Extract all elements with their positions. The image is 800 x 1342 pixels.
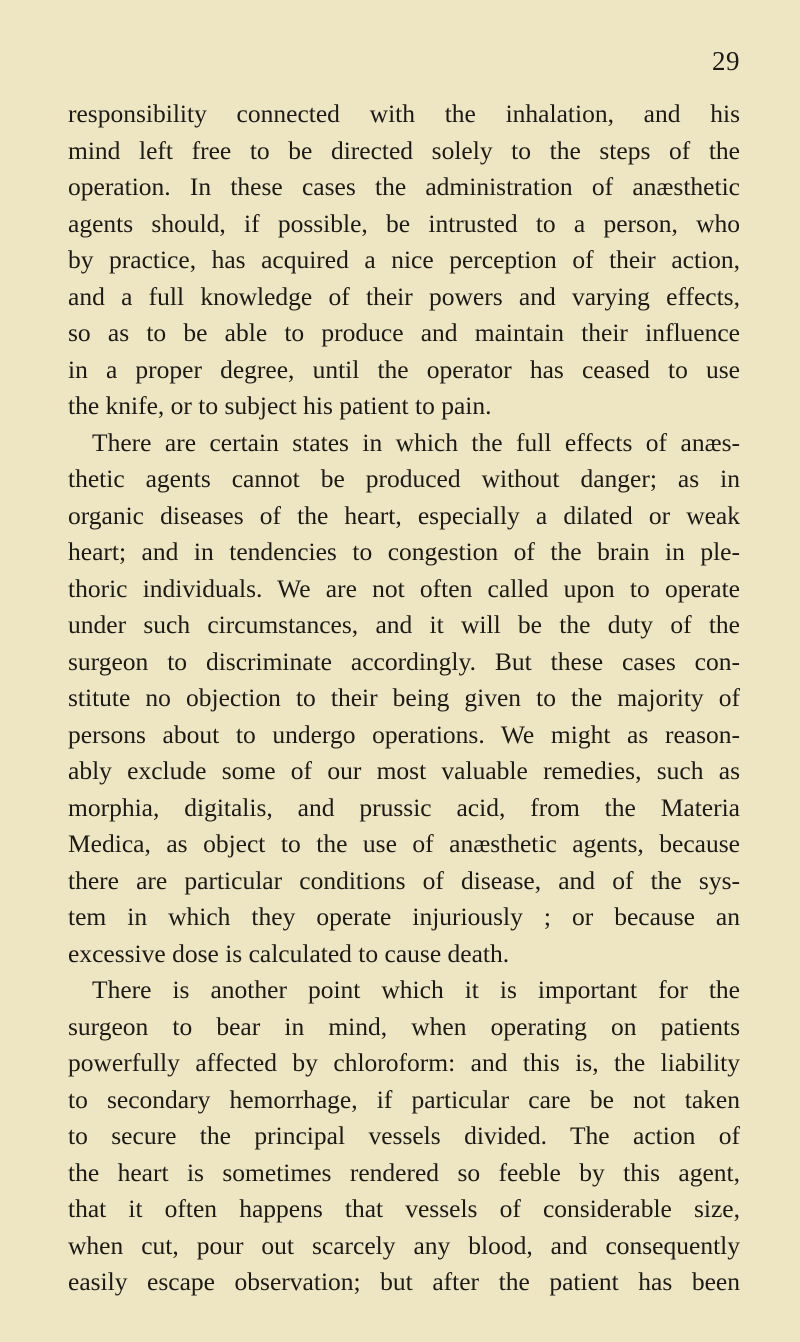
text-line: under such circumstances, and it will be the duty of the <box>68 610 740 639</box>
text-line: agents should, if possible, be intrusted to a person, who <box>68 208 740 238</box>
text-line: thetic agents cannot be produced without danger; as in <box>68 464 740 493</box>
text-line: in a proper degree, until the operator has ceased to use <box>68 354 740 384</box>
text-line: tem in which they operate injuriously ; or because an <box>68 902 740 931</box>
text-line: there are particular conditions of disease, and of the sys- <box>68 865 740 895</box>
text-line: stitute no objection to their being given to the majority of <box>68 683 740 712</box>
text-line: surgeon to bear in mind, when operating on patients <box>68 1011 740 1041</box>
text-line: There are certain states in which the full effects of anæs- <box>92 427 740 457</box>
text-line: to secure the principal vessels divided. The action of <box>68 1121 740 1150</box>
text-line: responsibility connected with the inhalation, and his <box>68 99 740 128</box>
text-line: ably exclude some of our most valuable remedies, such as <box>68 756 740 785</box>
page-number: 29 <box>712 46 740 76</box>
text-line: thoric individuals. We are not often called upon to operate <box>68 573 740 603</box>
text-line: excessive dose is calculated to cause death. <box>68 938 510 968</box>
text-line: the heart is sometimes rendered so feeble by this agent, <box>68 1157 740 1187</box>
body-text <box>68 96 740 1301</box>
text-line: morphia, digitalis, and prussic acid, from the Materia <box>68 792 740 822</box>
text-line: There is another point which it is important for the <box>92 975 740 1004</box>
text-line: Medica, as object to the use of anæsthetic agents, because <box>68 829 740 858</box>
text-line: that it often happens that vessels of considerable size, <box>68 1194 740 1223</box>
text-line: easily escape observation; but after the patient has been <box>68 1267 740 1296</box>
text-line: organic diseases of the heart, especially a dilated or weak <box>68 500 740 530</box>
text-line: by practice, has acquired a nice perception of their action, <box>68 245 740 274</box>
text-line: surgeon to discriminate accordingly. But these cases con- <box>68 646 740 676</box>
text-line: and a full knowledge of their powers and varying effects, <box>68 281 740 311</box>
text-line: operation. In these cases the administration of anæsthetic <box>68 172 740 201</box>
text-line: when cut, pour out scarcely any blood, and consequently <box>68 1230 740 1260</box>
text-line: heart; and in tendencies to congestion of the brain in ple- <box>68 537 740 566</box>
text-line: mind left free to be directed solely to the steps of the <box>68 135 740 165</box>
text-line: powerfully affected by chloroform: and this is, the liability <box>68 1048 740 1077</box>
text-line: so as to be able to produce and maintain their influence <box>68 318 740 347</box>
text-line: persons about to undergo operations. We might as reason- <box>68 719 740 749</box>
text-line: to secondary hemorrhage, if particular care be not taken <box>68 1084 740 1114</box>
text-line: the knife, or to subject his patient to pain. <box>68 391 492 420</box>
